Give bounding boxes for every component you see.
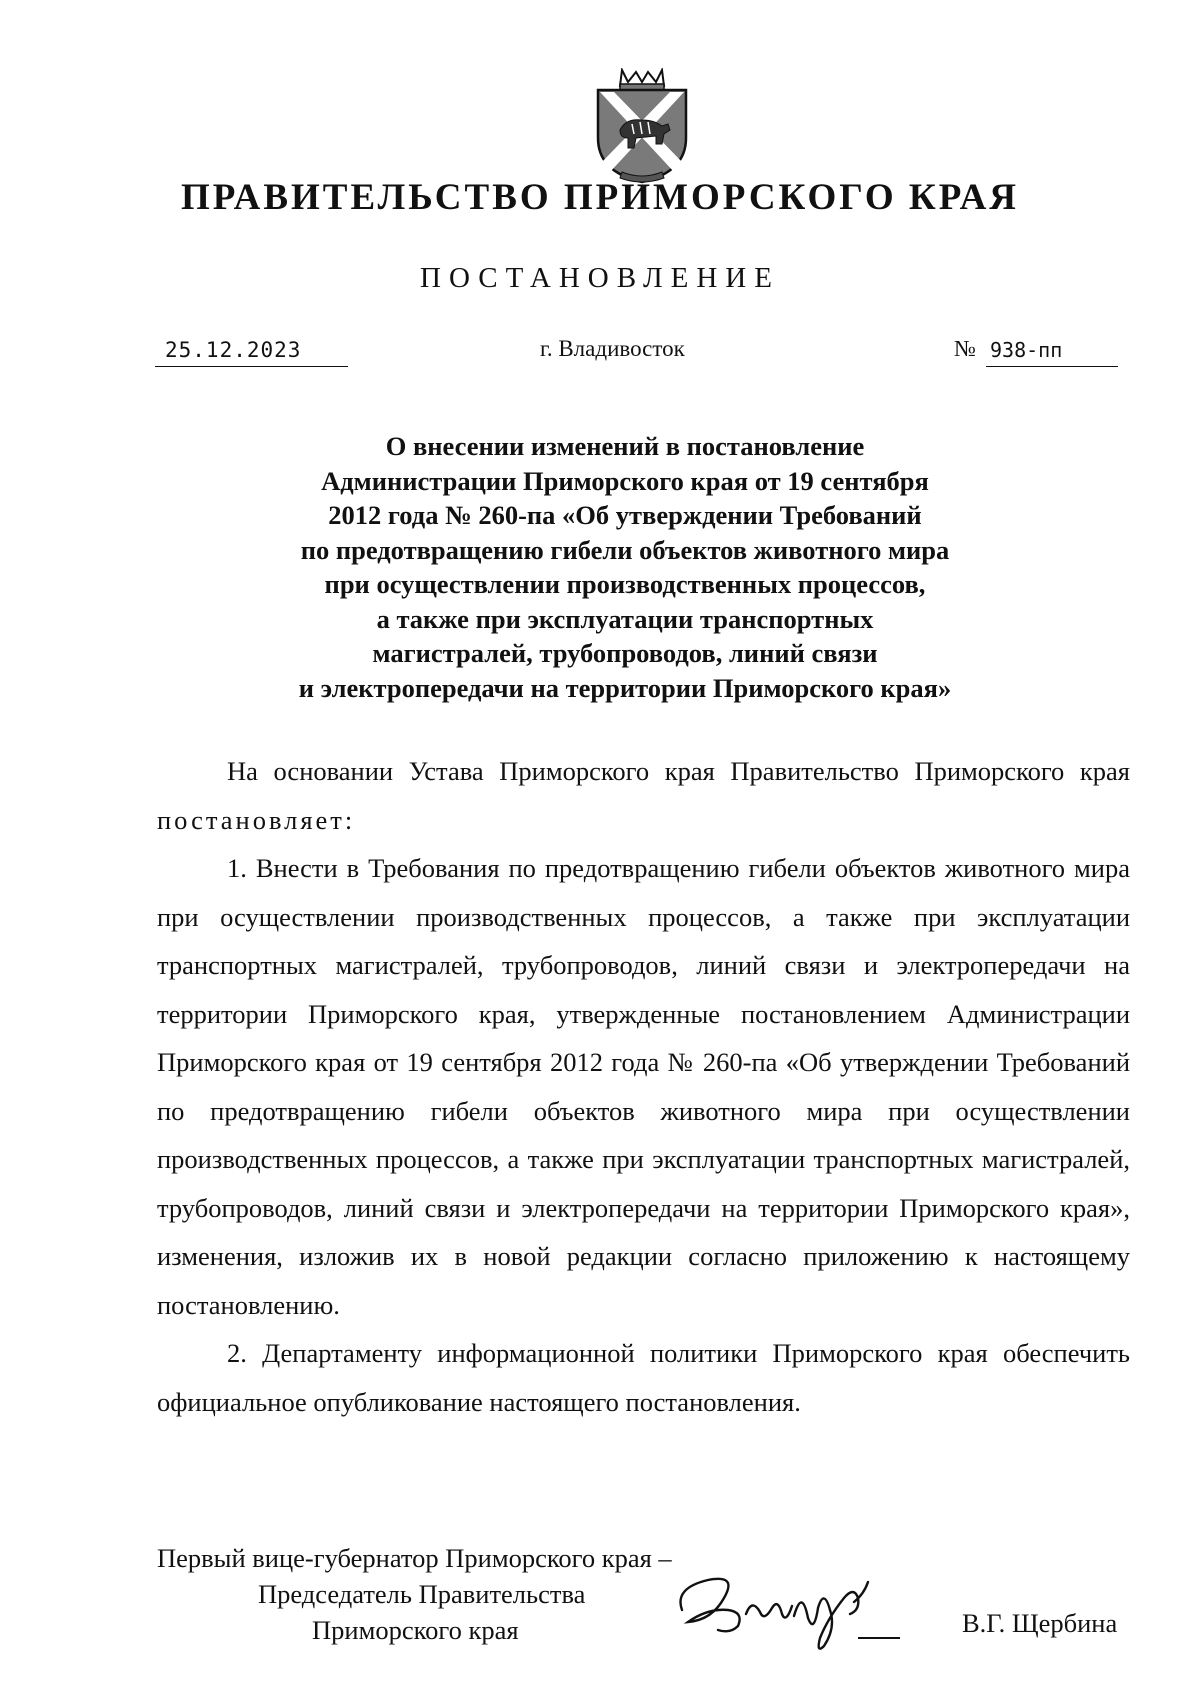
heading-line: 2012 года № 260-па «Об утверждении Требований bbox=[328, 500, 922, 530]
handwritten-signature-icon bbox=[668, 1558, 928, 1658]
heading-line: при осуществлении производственных процессов, bbox=[324, 569, 926, 599]
heading-line: Администрации Приморского края от 19 сентября bbox=[321, 465, 929, 496]
document-type: ПОСТАНОВЛЕНИЕ bbox=[420, 262, 780, 294]
intro-paragraph bbox=[157, 747, 1130, 844]
intro-action: постановляет: bbox=[157, 804, 356, 835]
document-number: 938-пп bbox=[990, 338, 1063, 362]
government-title: ПРАВИТЕЛЬСТВО ПРИМОРСКОГО КРАЯ bbox=[180, 177, 1020, 218]
signer-position-line-1: Первый вице-губернатор Приморского края – bbox=[157, 1543, 672, 1573]
coat-of-arms-icon bbox=[592, 68, 692, 186]
document-body bbox=[157, 747, 1130, 1426]
document-heading bbox=[200, 429, 1050, 705]
heading-line: О внесении изменений в постановление bbox=[385, 431, 865, 461]
document-date: 25.12.2023 bbox=[165, 338, 302, 362]
signer-position-line-2: Председатель Правительства bbox=[258, 1579, 586, 1609]
heading-line: по предотвращению гибели объектов животного мира bbox=[300, 534, 950, 565]
signer-name: В.Г. Щербина bbox=[962, 1608, 1118, 1638]
item-2-paragraph: 2. Департаменту информационной политики Приморского края обеспечить официальное опубликование настоящего постановления. bbox=[157, 1338, 1130, 1417]
number-field bbox=[986, 337, 1118, 367]
heading-line: и электропередачи на территории Приморского края» bbox=[298, 672, 952, 703]
number-sign: № bbox=[954, 336, 976, 361]
signer-position-line-3: Приморского края bbox=[312, 1615, 519, 1645]
item-1-paragraph: 1. Внести в Требования по предотвращению гибели объектов животного мира при осуществлении производственных процессов, а также при эксплуатации транспортных магистралей, трубопроводов, линий связи и электропередачи на территории Приморского края, утвержденные постановлением Администрации Приморского края от 19 сентября 2012 года № 260-па «Об утверждении Требований по предотвращению гибели объектов животного мира при осуществлении производственных процессов, а также при эксплуатации транспортных магистралей, трубопроводов, линий связи и электропередачи на территории Приморского края», изменения, изложив их в новой редакции согласно приложению к настоящему постановлению. bbox=[157, 853, 1130, 1320]
city: г. Владивосток bbox=[540, 336, 685, 361]
date-field bbox=[155, 337, 348, 367]
heading-line: а также при эксплуатации транспортных bbox=[376, 603, 874, 634]
heading-line: магистралей, трубопроводов, линий связи bbox=[372, 638, 878, 668]
intro-text: На основании Устава Приморского края Правительство Приморского края bbox=[227, 756, 1130, 786]
